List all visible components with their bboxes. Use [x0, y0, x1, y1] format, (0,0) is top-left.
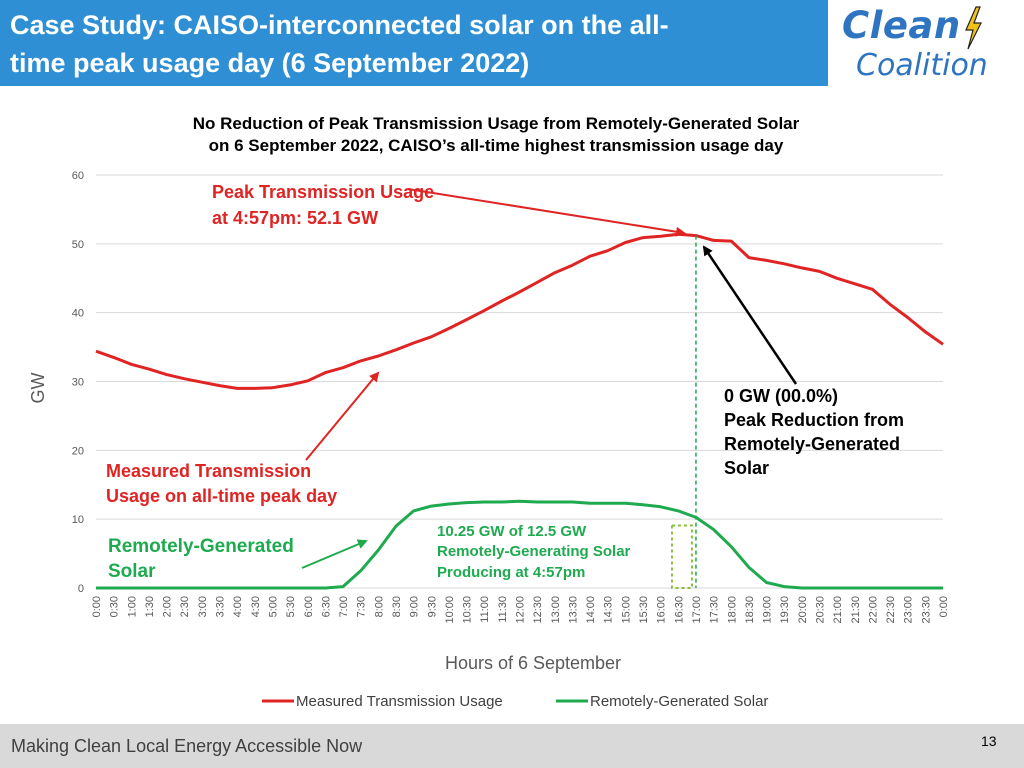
- x-tick-label: 1:30: [143, 596, 156, 618]
- peak-annotation-line1: Peak Transmission Usage: [212, 182, 435, 202]
- x-axis-ticks: [91, 596, 950, 624]
- x-tick-label: 11:30: [496, 596, 509, 623]
- x-tick-label: 5:00: [267, 596, 280, 618]
- x-tick-label: 22:00: [867, 596, 880, 624]
- slide-title-line1: Case Study: CAISO-interconnected solar on the all-: [10, 10, 669, 40]
- x-tick-label: 18:30: [743, 596, 756, 624]
- x-tick-label: 21:00: [832, 596, 845, 624]
- peak-annotation-line2: at 4:57pm: 52.1 GW: [212, 208, 379, 228]
- x-tick-label: 0:30: [108, 596, 121, 618]
- y-tick-label: 40: [71, 307, 84, 320]
- x-tick-label: 17:30: [708, 596, 721, 624]
- footer-tagline: Making Clean Local Energy Accessible Now: [11, 736, 363, 756]
- clean-coalition-logo: [836, 0, 1024, 86]
- x-tick-label: 7:30: [355, 596, 368, 618]
- logo-coalition-text: Coalition: [856, 48, 988, 83]
- measured-arrow: [306, 373, 378, 460]
- y-tick-label: 20: [71, 445, 84, 458]
- x-tick-label: 1:00: [126, 596, 139, 618]
- x-tick-label: 23:30: [920, 596, 933, 624]
- slide-header: [0, 0, 828, 86]
- page-number: 13: [981, 733, 997, 749]
- measured-annotation-line1: Measured Transmission: [106, 461, 312, 481]
- x-tick-label: 14:30: [602, 596, 615, 624]
- x-tick-label: 7:00: [338, 596, 351, 618]
- x-tick-label: 23:00: [902, 596, 915, 624]
- y-tick-label: 30: [71, 376, 84, 389]
- reduction-arrow: [704, 247, 796, 384]
- x-tick-label: 2:00: [161, 596, 174, 618]
- y-axis-label: GW: [28, 372, 48, 404]
- x-tick-label: 10:30: [461, 596, 474, 624]
- chart-legend: [262, 693, 768, 710]
- reduction-annotation-line1: 0 GW (00.0%): [724, 386, 839, 406]
- solar-annotation-line1: Remotely-Generated: [108, 536, 294, 557]
- x-tick-label: 20:30: [814, 596, 827, 624]
- slide-title-line2: time peak usage day (6 September 2022): [10, 48, 530, 78]
- x-tick-label: 17:00: [690, 596, 703, 624]
- x-tick-label: 0:00: [91, 596, 103, 618]
- x-tick-label: 12:30: [532, 596, 545, 624]
- peak-annotation: [212, 182, 434, 228]
- x-tick-label: 13:00: [549, 596, 562, 624]
- x-tick-label: 15:30: [638, 596, 651, 624]
- y-tick-label: 0: [77, 583, 84, 595]
- x-tick-label: 20:00: [796, 596, 809, 624]
- x-tick-label: 9:00: [408, 596, 421, 618]
- solar-annotation: [108, 536, 294, 582]
- logo-clean-text: Clean: [842, 4, 961, 47]
- producing-annotation: [437, 523, 631, 581]
- x-tick-label: 8:30: [390, 596, 403, 618]
- x-tick-label: 9:30: [426, 596, 439, 618]
- solar-production-highlight: [672, 525, 692, 588]
- x-tick-label: 0:00: [938, 596, 950, 618]
- x-tick-label: 19:00: [761, 596, 774, 624]
- reduction-annotation-line3: Remotely-Generated: [724, 434, 901, 454]
- legend-label-solar: Remotely-Generated Solar: [590, 693, 769, 710]
- x-tick-label: 2:30: [179, 596, 192, 618]
- x-tick-label: 13:30: [567, 596, 580, 624]
- x-tick-label: 4:00: [232, 596, 245, 618]
- x-tick-label: 12:00: [514, 596, 527, 624]
- x-tick-label: 22:30: [885, 596, 898, 624]
- legend-label-measured: Measured Transmission Usage: [296, 693, 503, 710]
- x-tick-label: 14:00: [585, 596, 598, 624]
- y-tick-label: 50: [71, 238, 84, 251]
- x-tick-label: 15:00: [620, 596, 633, 624]
- solar-arrow: [302, 541, 366, 568]
- x-tick-label: 6:30: [320, 596, 333, 618]
- slide-title: [10, 6, 810, 82]
- chart-title-line2: on 6 September 2022, CAISO’s all-time highest transmission usage day: [208, 136, 784, 155]
- measured-annotation: [106, 461, 337, 506]
- lightning-bolt-icon: [962, 6, 984, 50]
- x-tick-label: 5:30: [285, 596, 298, 618]
- x-tick-label: 8:00: [373, 596, 386, 618]
- x-tick-label: 16:30: [673, 596, 686, 624]
- producing-annotation-line1: 10.25 GW of 12.5 GW: [437, 523, 587, 540]
- x-tick-label: 4:30: [249, 596, 262, 618]
- y-tick-label: 10: [71, 514, 84, 527]
- x-tick-label: 6:00: [302, 596, 315, 618]
- y-axis-ticks: [72, 170, 84, 595]
- x-tick-label: 3:30: [214, 596, 227, 618]
- solar-annotation-line2: Solar: [108, 561, 156, 582]
- producing-annotation-line2: Remotely-Generating Solar: [437, 543, 631, 560]
- x-tick-label: 3:00: [196, 596, 209, 618]
- transmission-usage-chart: [0, 100, 1024, 720]
- slide-footer: [0, 724, 1024, 768]
- series-line-measured: [96, 234, 943, 388]
- peak-arrow: [408, 189, 684, 233]
- x-tick-label: 10:00: [443, 596, 456, 624]
- x-tick-label: 19:30: [779, 596, 792, 624]
- x-tick-label: 16:00: [655, 596, 668, 624]
- x-axis-label: Hours of 6 September: [444, 653, 622, 673]
- peak-markers: [672, 236, 696, 588]
- measured-annotation-line2: Usage on all-time peak day: [106, 486, 338, 506]
- reduction-annotation-line2: Peak Reduction from: [724, 410, 905, 430]
- producing-annotation-line3: Producing at 4:57pm: [437, 564, 586, 581]
- x-tick-label: 11:00: [479, 596, 492, 623]
- chart-title-line1: No Reduction of Peak Transmission Usage from Remotely-Generated Solar: [192, 114, 800, 133]
- reduction-annotation-line4: Solar: [724, 458, 770, 478]
- reduction-annotation: [724, 386, 904, 478]
- y-tick-label: 60: [71, 170, 84, 182]
- x-tick-label: 21:30: [849, 596, 862, 624]
- x-tick-label: 18:00: [726, 596, 739, 624]
